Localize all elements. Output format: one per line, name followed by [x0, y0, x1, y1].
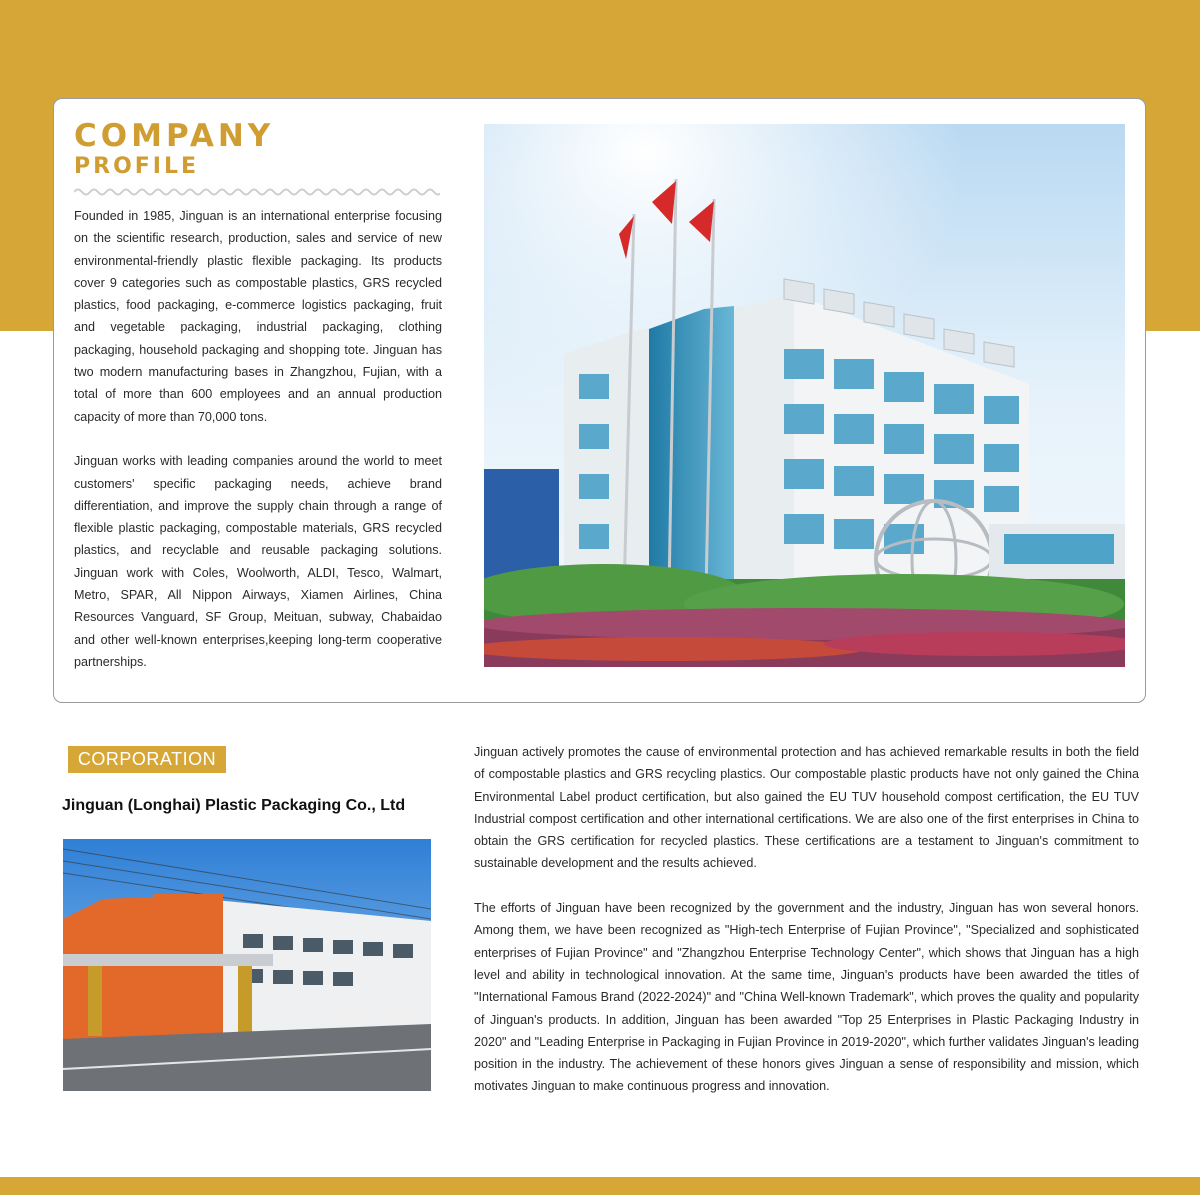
wave-divider: [74, 186, 440, 196]
corporation-name: Jinguan (Longhai) Plastic Packaging Co., Ltd: [62, 797, 406, 814]
profile-paragraph-1: Founded in 1985, Jinguan is an international enterprise focusing on the scientific research, production, sales and service of new environmental-friendly plastic flexible packaging. Its products cover 9 categories such as compostable plastics, GRS recycled plastics, food packaging, e-commerce logistics packaging, fruit and vegetable packaging, industrial packaging, clothing packaging, household packaging and shopping tote. Jinguan has two modern manufacturing bases in Zhangzhou, Fujian, with a total of more than 600 employees and an annual production capacity of more than 70,000 tons.: [74, 209, 442, 424]
profile-title-profile: PROFILE: [74, 154, 200, 179]
corporation-tag: CORPORATION: [68, 746, 226, 773]
profile-title-company: COMPANY: [74, 118, 275, 154]
factory-photo: [63, 839, 431, 1091]
corporation-paragraph-2: The efforts of Jinguan have been recognized by the government and the industry, Jinguan has won several honors. Among them, we have been recognized as "High-tech Enterprise of Fujian Province", "Specialized and sophisticated enterprises of Fujian Province" and "Zhangzhou Enterprise Technology Center", which shows that Jinguan has a high level and ability in technological innovation. At the same time, Jinguan's products have been awarded the titles of "International Famous Brand (2022-2024)" and "China Well-known Trademark", which proves the quality and popularity of Jinguan's products. In addition, Jinguan has been awarded "Top 25 Enterprises in Plastic Packaging Industry in 2020" and "Leading Enterprise in Packaging in Fujian Province in 2019-2020", which further validates Jinguan's leading position in the industry. The achievement of these honors gives Jinguan a sense of responsibility and mission, which motivates Jinguan to make continuous progress and innovation.: [474, 901, 1139, 1094]
profile-paragraph-2: Jinguan works with leading companies around the world to meet customers' specific packaging needs, achieve brand differentiation, and improve the supply chain through a range of flexible plastic packaging, compostable materials, GRS recycled plastics, and recyclable and reusable packaging solutions. Jinguan work with Coles, Woolworth, ALDI, Tesco, Walmart, Metro, SPAR, All Nippon Airways, Xiamen Airlines, China Resources Vanguard, SF Group, Meituan, subway, Chabaidao and other well-known enterprises,keeping long-term cooperative partnerships.: [74, 454, 442, 669]
headquarters-photo: [484, 124, 1125, 667]
bottom-gold-band: [0, 1177, 1200, 1195]
profile-text: [74, 205, 442, 696]
corporation-text: [474, 741, 1139, 1120]
corporation-paragraph-1: Jinguan actively promotes the cause of environmental protection and has achieved remarkable results in both the field of compostable plastics and GRS recycling plastics. Our compostable plastic products have not only gained the China Environmental Label product certification, but also gained the EU TUV household compost certification, the EU TUV Industrial compost certification and other international certifications. We are also one of the first enterprises in China to obtain the GRS certification for recycled plastics. These certifications are a testament to Jinguan's commitment to sustainable development and the results achieved.: [474, 745, 1139, 871]
